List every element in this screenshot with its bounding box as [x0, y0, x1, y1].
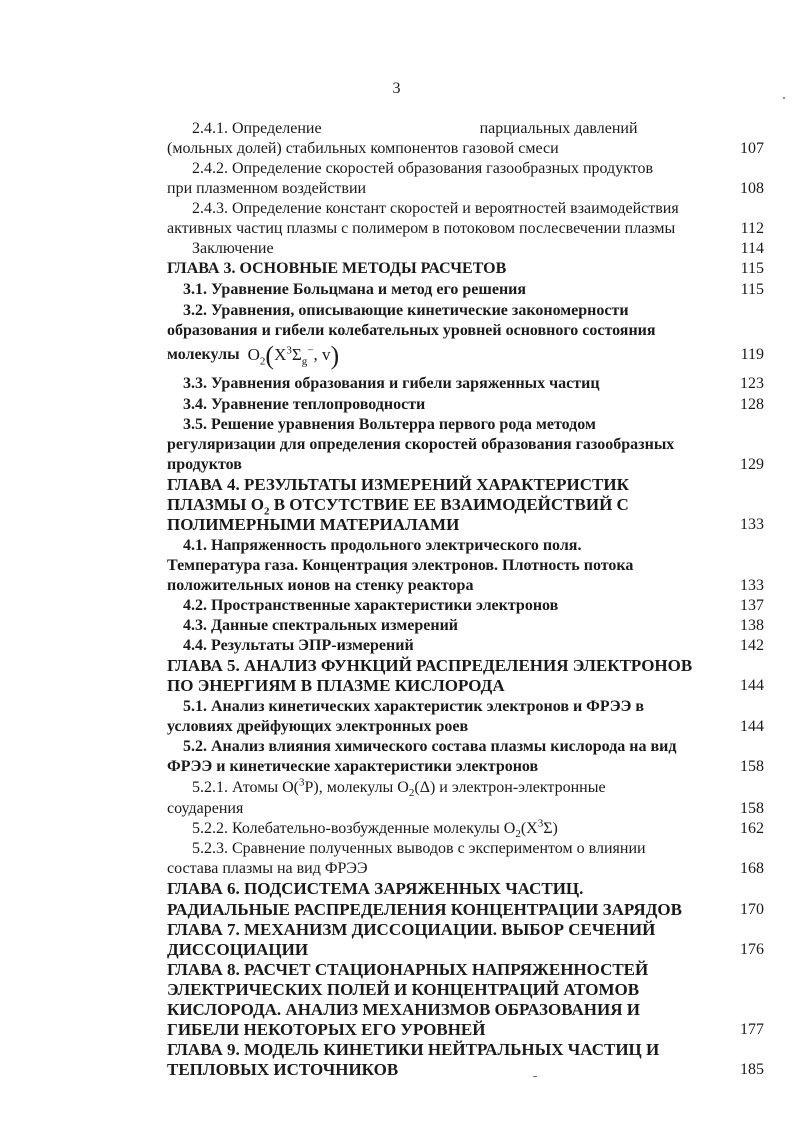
toc-section-title: 3.2. Уравнения, описывающие кинетические закономерности [183, 302, 629, 319]
toc-section-title: 4.2. Пространственные характеристики электронов [183, 597, 559, 614]
page-number: 3 [392, 80, 401, 97]
toc-chapter-title: ГЛАВА 8. РАСЧЕТ СТАЦИОНАРНЫХ НАПРЯЖЕННОСТЕЙ [167, 960, 649, 979]
toc-chapter-title: ГЛАВА 4. РЕЗУЛЬТАТЫ ИЗМЕРЕНИЙ ХАРАКТЕРИСТИК [167, 475, 629, 494]
toc-line: соударения [167, 800, 244, 817]
toc-page-number: 119 [740, 346, 764, 363]
toc-line: состава плазмы на вид ФРЭЭ [167, 860, 368, 877]
toc-section-title: 3.1. Уравнение Больцмана и метод его решения [183, 281, 527, 298]
toc-section-title: 5.2. Анализ влияния химического состава плазмы кислорода на вид [183, 738, 677, 755]
toc-chapter-title: КИСЛОРОДА. АНАЛИЗ МЕХАНИЗМОВ ОБРАЗОВАНИЯ И [167, 1000, 640, 1019]
toc-page-number: 133 [740, 577, 764, 594]
toc-line: 2.4.3. Определение констант скоростей и вероятностей взаимодействия [192, 200, 679, 217]
toc-page-number: 112 [740, 220, 764, 237]
toc-page-number: 185 [740, 1061, 764, 1078]
toc-page-number: 137 [740, 597, 764, 614]
toc-page-number: 123 [740, 375, 764, 392]
toc-chapter-title: ПО ЭНЕРГИЯМ В ПЛАЗМЕ КИСЛОРОДА [167, 676, 505, 695]
toc-chapter-title: РАДИАЛЬНЫЕ РАСПРЕДЕЛЕНИЯ КОНЦЕНТРАЦИИ ЗАРЯДОВ [167, 900, 682, 919]
toc-line: 2.4.2. Определение скоростей образования газообразных продуктов [192, 160, 654, 177]
toc-page-number: 168 [740, 860, 764, 877]
toc-page-number: 133 [740, 516, 764, 533]
toc-chapter-title: ГИБЕЛИ НЕКОТОРЫХ ЕГО УРОВНЕЙ [167, 1020, 486, 1039]
toc-line: 5.2.2. Колебательно-возбужденные молекулы $O_2(X^3\Sigma)$ [192, 817, 558, 841]
molecule-formula: $O_2(X^3\Sigma_g^-$, v) [247, 341, 340, 370]
toc-page-number: 129 [740, 456, 764, 473]
toc-chapter-title: ГЛАВА 3. ОСНОВНЫЕ МЕТОДЫ РАСЧЕТОВ [167, 260, 507, 277]
scan-speck [533, 1076, 537, 1077]
toc-chapter-title: ГЛАВА 5. АНАЛИЗ ФУНКЦИЙ РАСПРЕДЕЛЕНИЯ ЭЛЕКТРОНОВ [167, 656, 693, 675]
toc-chapter-title: ГЛАВА 6. ПОДСИСТЕМА ЗАРЯЖЕННЫХ ЧАСТИЦ. [167, 879, 584, 898]
toc-chapter-title: ДИССОЦИАЦИИ [167, 940, 309, 959]
toc-page-number: 144 [740, 677, 764, 694]
toc-chapter-title: ПОЛИМЕРНЫМИ МАТЕРИАЛАМИ [167, 515, 460, 534]
toc-section-title: 3.4. Уравнение теплопроводности [183, 396, 426, 413]
toc-line: 5.2.1. Атомы O($^3$P), молекулы $O_2(\Delta)$ и электрон-электронные [192, 776, 606, 800]
toc-section-title: 5.1. Анализ кинетических характеристик электронов и ФРЭЭ в [183, 698, 645, 715]
toc-page-number: 114 [740, 240, 764, 257]
toc-page-number: 107 [740, 140, 764, 157]
toc-line: условиях дрейфующих электронных роев [167, 718, 469, 735]
toc-page-number: 138 [740, 617, 764, 634]
toc-section-title: 4.3. Данные спектральных измерений [183, 617, 458, 634]
toc-line: при плазменном воздействии [167, 180, 367, 197]
toc-chapter-title: ЭЛЕКТРИЧЕСКИХ ПОЛЕЙ И КОНЦЕНТРАЦИЙ АТОМОВ [167, 980, 640, 999]
toc-page-number: 177 [740, 1021, 764, 1038]
toc-line: образования и гибели колебательных уровней основного состояния [167, 322, 656, 339]
toc-section-title: 3.3. Уравнения образования и гибели заряженных частиц [183, 375, 600, 392]
scan-speck [783, 97, 785, 99]
toc-line: регуляризации для определения скоростей образования газообразных [167, 436, 675, 453]
toc-line: положительных ионов на стенку реактора [167, 577, 474, 594]
toc-chapter-title: ПЛАЗМЫ $O_2$ В ОТСУТСТВИЕ ЕЕ ВЗАИМОДЕЙСТВИЙ С [167, 495, 629, 518]
toc-line: молекулы $O_2(X^3\Sigma_g^-$, v) [167, 341, 340, 370]
toc-page-number: 108 [740, 180, 764, 197]
toc-line: ФРЭЭ и кинетические характеристики электронов [167, 758, 539, 775]
toc-page-number: 142 [740, 637, 764, 654]
toc-page-number: 162 [740, 820, 764, 837]
toc-page-number: 176 [740, 941, 764, 958]
toc-chapter-title: ГЛАВА 9. МОДЕЛЬ КИНЕТИКИ НЕЙТРАЛЬНЫХ ЧАСТИЦ И [167, 1040, 660, 1059]
toc-line: активных частиц плазмы с полимером в потоковом послесвечении плазмы [167, 220, 676, 237]
toc-line: (мольных долей) стабильных компонентов газовой смеси [167, 140, 559, 157]
toc-chapter-title: ТЕПЛОВЫХ ИСТОЧНИКОВ [167, 1060, 399, 1079]
toc-page-number: 128 [740, 396, 764, 413]
toc-page-number: 158 [740, 758, 764, 775]
toc-page-number: 158 [740, 800, 764, 817]
toc-line: 2.4.1. Определение парциальных давлений [192, 120, 638, 137]
toc-section-title: 4.1. Напряженность продольного электрического поля. [183, 537, 582, 554]
toc-line: Заключение [192, 240, 274, 257]
toc-line: 5.2.3. Сравнение полученных выводов с экспериментом о влиянии [192, 840, 646, 857]
toc-section-title: 4.4. Результаты ЭПР-измерений [183, 637, 414, 654]
toc-section-title: 3.5. Решение уравнения Вольтерра первого рода методом [183, 416, 596, 433]
toc-page-number: 170 [740, 901, 764, 918]
toc-line: Температура газа. Концентрация электронов. Плотность потока [167, 557, 634, 574]
toc-page-number: 144 [740, 718, 764, 735]
toc-line: продуктов [167, 456, 242, 473]
toc-page-number: 115 [740, 260, 764, 277]
toc-page-number: 115 [740, 281, 764, 298]
toc-chapter-title: ГЛАВА 7. МЕХАНИЗМ ДИССОЦИАЦИИ. ВЫБОР СЕЧЕНИЙ [167, 920, 656, 939]
